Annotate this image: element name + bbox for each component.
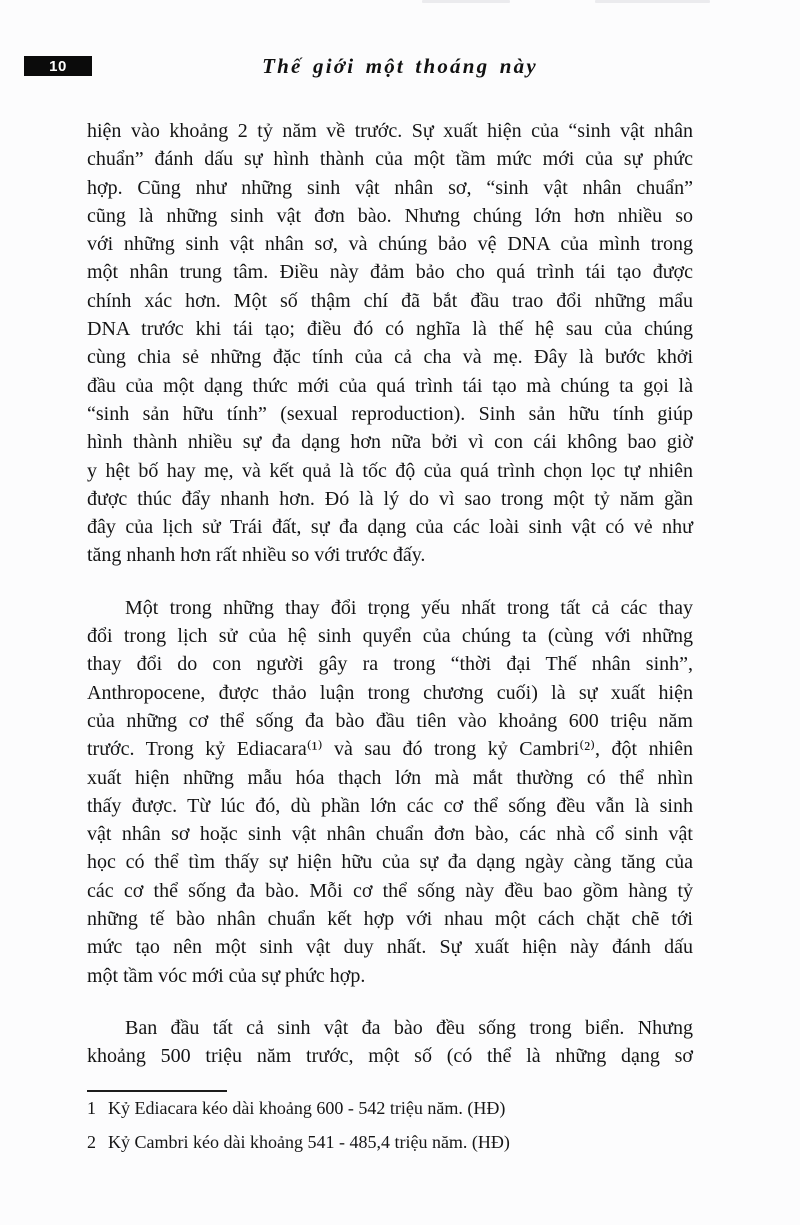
text-line: thay đổi do con người gây ra trong “thời đại Thế nhân sinh”, — [87, 653, 693, 676]
text-line: trước. Trong kỷ Ediacara⁽¹⁾ và sau đó trong kỷ Cambri⁽²⁾, đột nhiên — [87, 738, 693, 761]
text-line: DNA trước khi tái tạo; điều đó có nghĩa là thế hệ sau của chúng — [87, 318, 693, 341]
paragraph — [87, 1014, 693, 1071]
text-line: cũng là những sinh vật đơn bào. Nhưng chúng lớn hơn nhiều so — [87, 204, 693, 227]
text-line: mức tạo nên một sinh vật duy nhất. Sự xuất hiện này đánh dấu — [87, 936, 693, 959]
footnote-item — [87, 1132, 707, 1166]
text-line: đây của lịch sử Trái đất, sự đa dạng của các loài sinh vật có vẻ như — [87, 516, 693, 539]
footnote-number: 1 — [87, 1098, 96, 1118]
text-line: của những cơ thể sống đa bào đầu tiên vào khoảng 600 triệu năm — [87, 709, 693, 732]
text-line: vật nhân sơ hoặc sinh vật nhân chuẩn đơn bào, các nhà cổ sinh vật — [87, 823, 693, 846]
text-line: xuất hiện những mẫu hóa thạch lớn mà mắt thường có thể nhìn — [87, 766, 693, 789]
text-line: một tầm vóc mới của sự phức hợp. — [87, 964, 366, 987]
text-line: Anthropocene, được thảo luận trong chương cuối) là sự xuất hiện — [87, 681, 693, 704]
text-line: hình thành nhiều sự đa dạng hơn nữa bởi vì con cái không bao giờ — [87, 431, 693, 454]
running-title: Thế giới một thoáng này — [262, 54, 538, 78]
scan-artifact-bar — [422, 0, 510, 3]
text-line: các cơ thể sống đa bào. Mỗi cơ thể sống này đều bao gồm hàng tỷ — [87, 879, 693, 902]
body-text — [87, 117, 693, 1071]
text-line: đổi trong lịch sử của hệ sinh quyển của chúng ta (cùng với những — [87, 625, 693, 648]
footnote-text: Kỷ Ediacara kéo dài khoảng 600 - 542 triệu năm. (HĐ) — [108, 1098, 506, 1118]
footnote-number: 2 — [87, 1132, 96, 1152]
text-line: chuẩn” đánh dấu sự hình thành của một tầm mức mới của sự phức — [87, 148, 693, 171]
text-line: y hệt bố hay mẹ, và kết quả là tốc độ của quá trình chọn lọc tự nhiên — [87, 459, 693, 482]
text-line: Ban đầu tất cả sinh vật đa bào đều sống trong biển. Nhưng — [125, 1016, 693, 1039]
paragraph — [87, 594, 693, 990]
text-line: được thúc đẩy nhanh hơn. Đó là lý do vì sao trong một tỷ năm gần — [87, 487, 693, 510]
text-line: chính xác hơn. Một số thậm chí đã bắt đầu trao đổi những mẩu — [87, 289, 693, 312]
text-line: hợp. Cũng như những sinh vật nhân sơ, “sinh vật nhân chuẩn” — [87, 176, 693, 199]
paragraph — [87, 117, 693, 570]
text-line: đầu của một dạng thức mới của quá trình tái tạo mà chúng ta gọi là — [87, 374, 693, 397]
text-line: với những sinh vật nhân sơ, và chúng bảo vệ DNA của mình trong — [87, 233, 693, 256]
text-line: Một trong những thay đổi trọng yếu nhất trong tất cả các thay — [125, 596, 693, 619]
text-line: một nhân trung tâm. Điều này đảm bảo cho quá trình tái tạo được — [87, 261, 693, 284]
footnotes — [87, 1098, 707, 1166]
footnote-rule — [87, 1090, 227, 1092]
page-number: 10 — [49, 57, 67, 75]
text-line: thấy được. Từ lúc đó, dù phần lớn các cơ thể sống đều vẫn là sinh — [87, 794, 693, 817]
text-line: tăng nhanh hơn rất nhiều so với trước đấy. — [87, 544, 426, 567]
text-line: học có thể tìm thấy sự hiện hữu của sự đa dạng ngày càng tăng của — [87, 851, 693, 874]
scan-artifact-bar — [595, 0, 710, 3]
text-line: hiện vào khoảng 2 tỷ năm về trước. Sự xuất hiện của “sinh vật nhân — [87, 120, 693, 142]
text-line: khoảng 500 triệu năm trước, một số (có thể là những dạng sơ — [87, 1045, 693, 1068]
text-line: “sinh sản hữu tính” (sexual reproduction). Sinh sản hữu tính giúp — [87, 402, 693, 425]
footnote-item — [87, 1098, 707, 1132]
text-line: cùng chia sẻ những đặc tính của cả cha và mẹ. Đây là bước khởi — [87, 346, 693, 369]
footnote-text: Kỷ Cambri kéo dài khoảng 541 - 485,4 triệu năm. (HĐ) — [108, 1132, 510, 1152]
text-line: những tế bào nhân chuẩn kết hợp với nhau một cách chặt chẽ tới — [87, 908, 693, 931]
